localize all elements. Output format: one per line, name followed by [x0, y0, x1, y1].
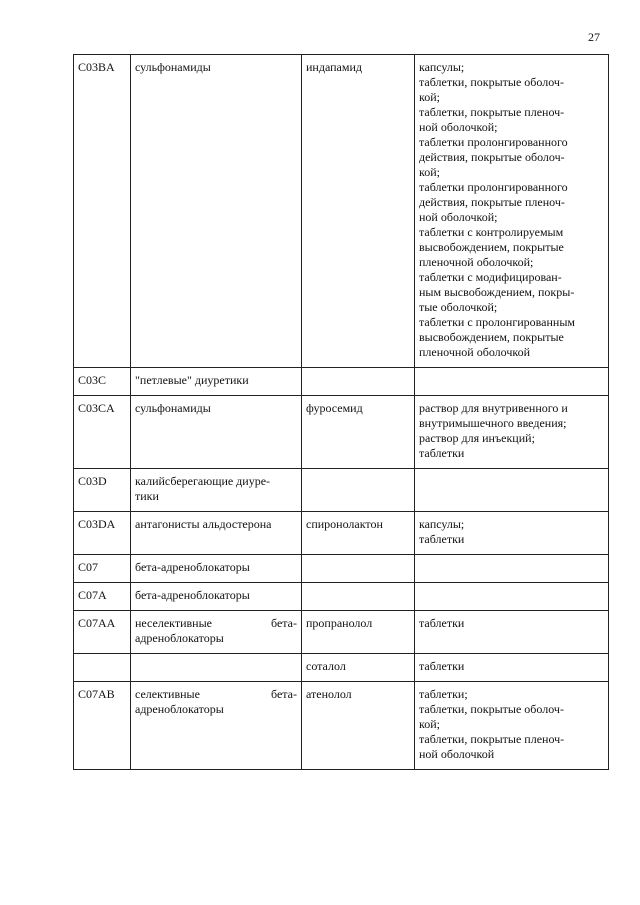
- table-row: [74, 512, 609, 555]
- atc-code-cell: C03DA: [74, 512, 131, 555]
- dosage-forms-cell: [415, 469, 609, 512]
- table-row: [74, 396, 609, 469]
- dosage-forms-cell: [415, 555, 609, 583]
- dosage-forms-cell: капсулы; таблетки: [415, 512, 609, 555]
- atc-code-cell: C03BA: [74, 55, 131, 368]
- drug-cell: [302, 469, 415, 512]
- dosage-forms-cell: [415, 583, 609, 611]
- atc-code-cell: C07AB: [74, 682, 131, 770]
- group-cell: "петлевые" диуретики: [131, 368, 302, 396]
- group-cell: бета-адреноблокаторы: [131, 583, 302, 611]
- drug-cell: пропранолол: [302, 611, 415, 654]
- group-cell: антагонисты альдостерона: [131, 512, 302, 555]
- table-row: [74, 555, 609, 583]
- group-cell: сульфонамиды: [131, 396, 302, 469]
- drug-cell: соталол: [302, 654, 415, 682]
- group-cell: сульфонамиды: [131, 55, 302, 368]
- group-cell: бета-адреноблокаторы: [131, 555, 302, 583]
- group-cell: селективные бета-адреноблокаторы: [131, 682, 302, 770]
- drug-cell: [302, 555, 415, 583]
- atc-code-cell: C03C: [74, 368, 131, 396]
- group-cell: неселективные бета-адреноблокаторы: [131, 611, 302, 654]
- atc-code-cell: [74, 654, 131, 682]
- table-row: [74, 611, 609, 654]
- group-cell: калийсберегающие диуре- тики: [131, 469, 302, 512]
- drug-cell: [302, 368, 415, 396]
- dosage-forms-cell: таблетки; таблетки, покрытые оболоч- кой; таблетки, покрытые пленоч- ной оболочкой: [415, 682, 609, 770]
- page-number: 27: [588, 30, 600, 44]
- dosage-forms-cell: раствор для внутривенного и внутримышечного введения; раствор для инъекций; таблетки: [415, 396, 609, 469]
- atc-code-cell: C03D: [74, 469, 131, 512]
- dosage-forms-cell: таблетки: [415, 611, 609, 654]
- drug-cell: атенолол: [302, 682, 415, 770]
- dosage-forms-cell: таблетки: [415, 654, 609, 682]
- medication-table: [73, 54, 609, 770]
- atc-code-cell: C07AA: [74, 611, 131, 654]
- drug-cell: спиронолактон: [302, 512, 415, 555]
- table-row: [74, 368, 609, 396]
- table-row: [74, 469, 609, 512]
- table-row: [74, 654, 609, 682]
- table-row: [74, 682, 609, 770]
- table-row: [74, 583, 609, 611]
- drug-cell: индапамид: [302, 55, 415, 368]
- dosage-forms-cell: [415, 368, 609, 396]
- drug-cell: фуросемид: [302, 396, 415, 469]
- atc-code-cell: C07A: [74, 583, 131, 611]
- dosage-forms-cell: капсулы; таблетки, покрытые оболоч- кой; таблетки, покрытые пленоч- ной оболочкой; таблетки пролонгированного действия, покрытые оболоч- кой; таблетки пролонгированного действия, покрытые пленоч- ной оболочкой; таблетки с контролируемым высвобождением, покрытые пленочной оболочкой; таблетки с модифицирован- ным высвобождением, покры- тые оболочкой; таблетки с пролонгированным высвобождением, покрытые пленочной оболочкой: [415, 55, 609, 368]
- table-row: [74, 55, 609, 368]
- group-cell: [131, 654, 302, 682]
- atc-code-cell: C03CA: [74, 396, 131, 469]
- drug-cell: [302, 583, 415, 611]
- atc-code-cell: C07: [74, 555, 131, 583]
